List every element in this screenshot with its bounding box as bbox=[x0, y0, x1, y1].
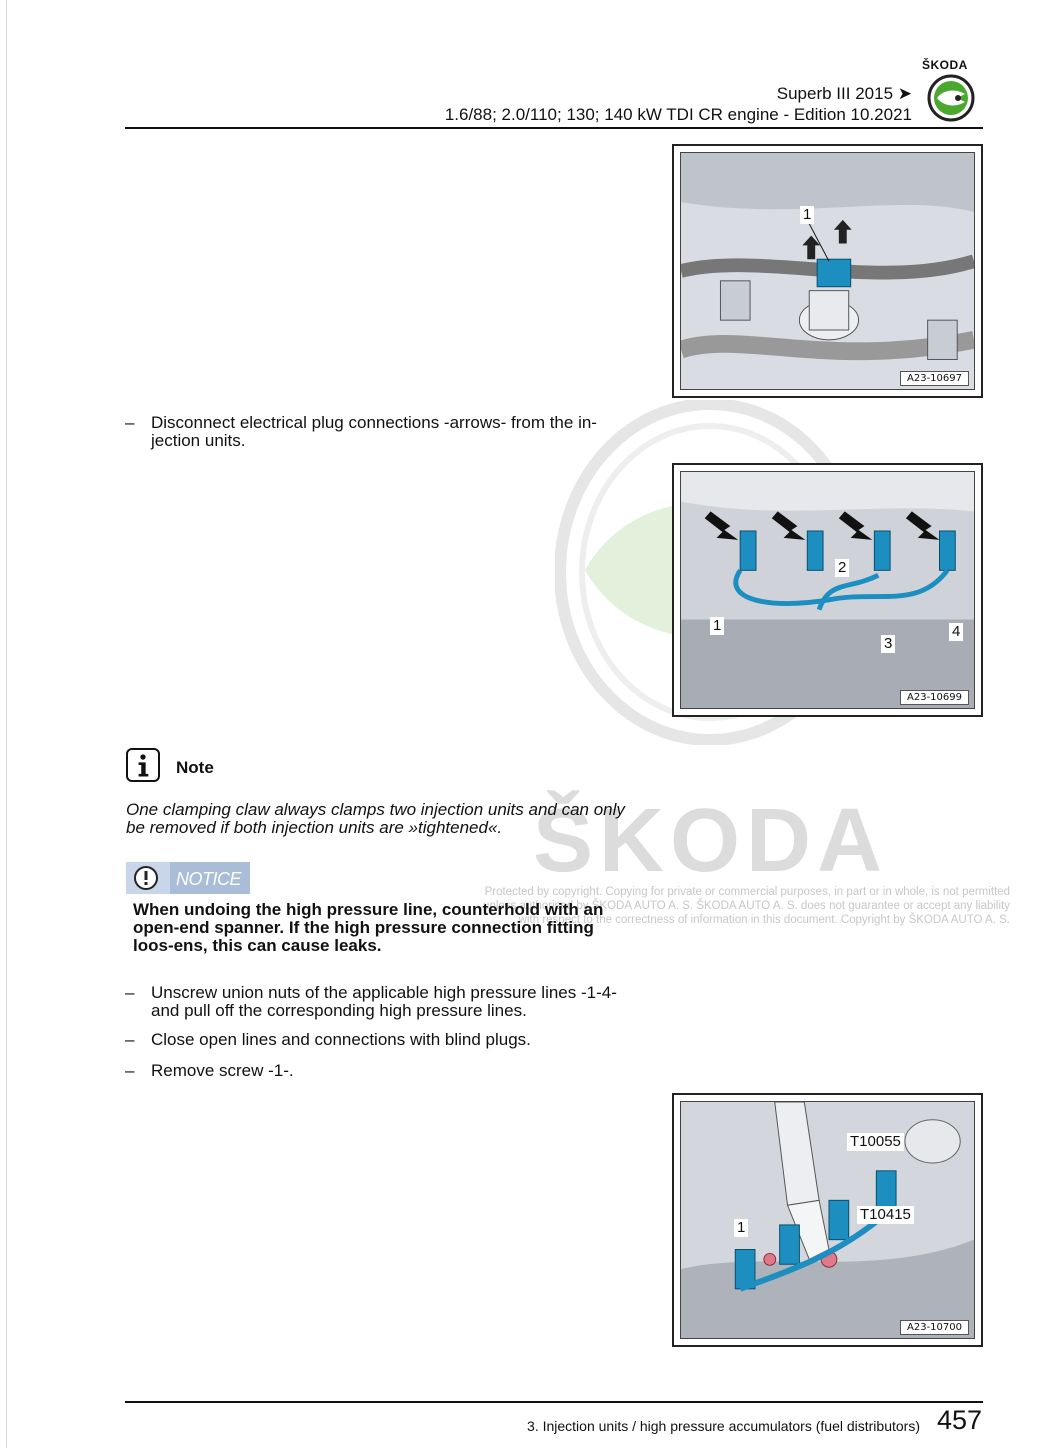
engine-illustration bbox=[681, 1102, 974, 1338]
callout-2: 2 bbox=[835, 559, 849, 577]
step-1 bbox=[125, 414, 625, 454]
engine-illustration bbox=[681, 153, 974, 389]
copyright-notice: Protected by copyright. Copying for private or commercial purposes, in part or in whole, is not permitted unless authorised by ŠKODA AUTO A. S. ŠKODA AUTO A. S. does not guarantee or accept any liability with respect to the correctness of information in this document. Copyright by ŠKODA AUTO A. S. bbox=[483, 886, 1010, 926]
step-text: Remove screw -1-. bbox=[151, 1061, 294, 1080]
callout-1: 1 bbox=[800, 206, 814, 224]
figure-image bbox=[680, 152, 975, 390]
page-number: 457 bbox=[936, 1405, 982, 1435]
watermark-wordmark: ŠKODA bbox=[533, 791, 889, 891]
callout-4: 4 bbox=[949, 623, 963, 641]
warning-icon bbox=[126, 862, 170, 894]
step-4 bbox=[125, 1062, 625, 1082]
footer-rule bbox=[125, 1401, 983, 1403]
engine-illustration bbox=[681, 472, 974, 708]
step-dash: – bbox=[125, 983, 135, 1002]
callout-1: 1 bbox=[734, 1219, 748, 1237]
figure-a23-10699 bbox=[672, 463, 983, 717]
callout-1: 1 bbox=[710, 617, 724, 635]
step-text: Unscrew union nuts of the applicable high pressure lines -1-4- and pull off the corresponding high pressure lines. bbox=[151, 983, 617, 1020]
note-label: Note bbox=[176, 758, 214, 777]
skoda-logo-icon bbox=[927, 74, 975, 122]
document-subtitle: 1.6/88; 2.0/110; 130; 140 kW TDI CR engine - Edition 10.2021 bbox=[444, 105, 912, 124]
step-dash: – bbox=[125, 413, 135, 432]
figure-image bbox=[680, 1101, 975, 1339]
notice-banner bbox=[126, 862, 250, 894]
note-text: One clamping claw always clamps two injection units and can only be removed if both injection units are »tightened«. bbox=[126, 800, 625, 837]
callout-t10415: T10415 bbox=[857, 1206, 914, 1224]
step-3 bbox=[125, 1031, 625, 1051]
figure-a23-10700 bbox=[672, 1093, 983, 1347]
info-icon bbox=[126, 748, 160, 782]
figure-a23-10697 bbox=[672, 144, 983, 398]
figure-id: A23-10697 bbox=[900, 371, 969, 386]
figure-id: A23-10700 bbox=[900, 1320, 969, 1335]
figure-image bbox=[680, 471, 975, 709]
header-rule bbox=[125, 127, 983, 129]
page-edge bbox=[6, 0, 7, 1448]
notice-text: When undoing the high pressure line, counterhold with an open-end spanner. If the high pressure connection fitting loos-ens, this can cause leaks. bbox=[133, 900, 604, 955]
figure-id: A23-10699 bbox=[900, 690, 969, 705]
step-text: Close open lines and connections with blind plugs. bbox=[151, 1030, 531, 1049]
brand-wordmark: ŠKODA bbox=[922, 58, 968, 72]
callout-t10055: T10055 bbox=[847, 1133, 904, 1151]
document-title: Superb III 2015 ➤ bbox=[776, 84, 912, 103]
callout-3: 3 bbox=[881, 635, 895, 653]
step-dash: – bbox=[125, 1061, 135, 1080]
step-dash: – bbox=[125, 1030, 135, 1049]
step-2 bbox=[125, 984, 625, 1024]
step-text: Disconnect electrical plug connections -arrows- from the in-jection units. bbox=[151, 413, 597, 450]
footer-section: 3. Injection units / high pressure accumulators (fuel distributors) bbox=[527, 1418, 920, 1434]
notice-label: NOTICE bbox=[176, 869, 242, 889]
